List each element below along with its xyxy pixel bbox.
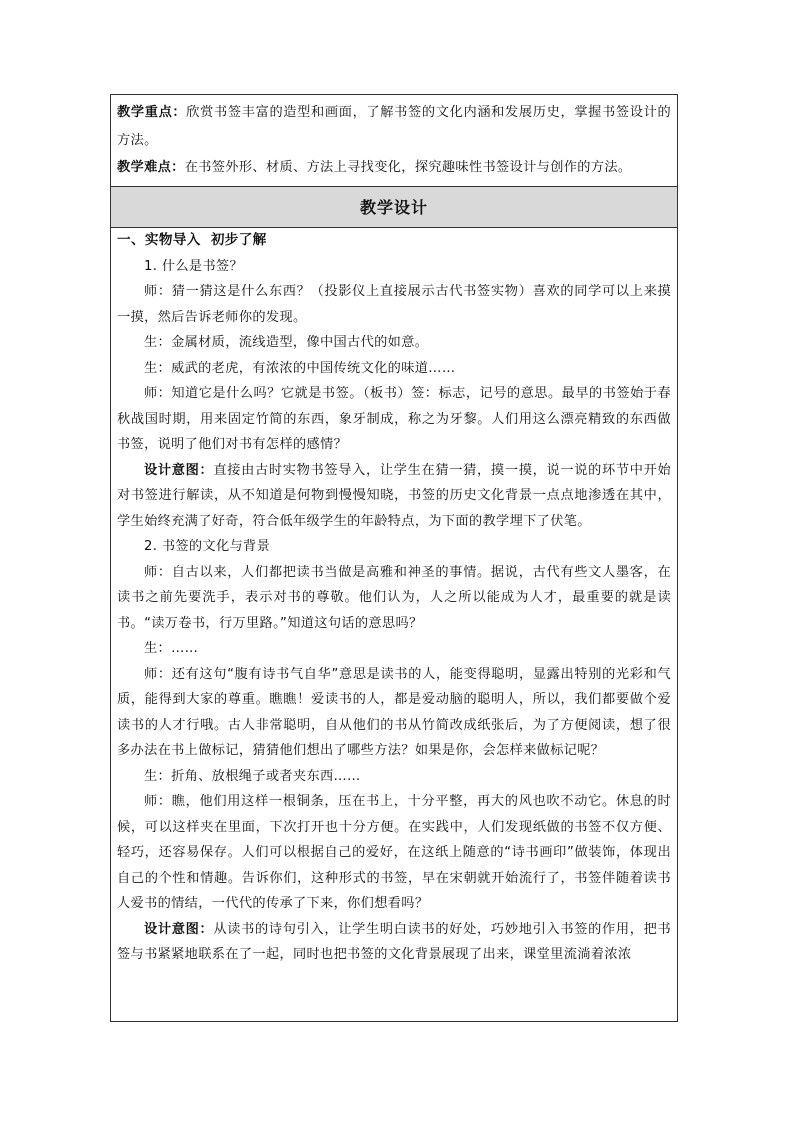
- difficulty-label: 教学难点：: [117, 160, 185, 175]
- design-body-cell: [111, 228, 677, 1021]
- paragraph: 生：……: [144, 641, 199, 656]
- lesson-table: [110, 94, 678, 1022]
- key-point-text: 欣赏书签丰富的造型和画面，了解书签的文化内涵和发展历史，掌握书签设计的方法。: [117, 105, 672, 148]
- design-intent-text: 从读书的诗句引入，让学生明白读书的好处，巧妙地引入书签的作用，把书签与书紧紧地联系在了一起，同时也把书签的文化背景展现了出来，课堂里流淌着浓浓: [117, 921, 672, 962]
- section-header: 教学设计: [111, 187, 677, 228]
- section-heading: 一、实物导入 初步了解: [117, 232, 267, 248]
- design-intent-paragraph: [117, 917, 671, 968]
- design-intent-paragraph: [117, 458, 671, 535]
- paragraph: 师：瞧，他们用这样一根铜条，压在书上，十分平整，再大的风也吹不动它。休息的时候，可以这样夹在里面，下次打开也十分方便。在实践中，人们发现纸做的书签不仅方便、轻巧，还容易保存。人们可以根据自己的爱好，在这纸上随意的“诗书画印”做装饰，体现出自己的个性和情趣。告诉你们，这种形式的书签，早在宋朝就开始流行了，书签伴随着读书人爱书的情结，一代代的传承了下来，你们想看吗？: [117, 794, 671, 911]
- key-point-label: 教学重点：: [117, 105, 187, 120]
- subheading: 2. 书签的文化与背景: [144, 539, 271, 554]
- difficulty-paragraph: [117, 154, 671, 182]
- design-intent-label: 设计意图：: [144, 462, 214, 478]
- paragraph: 生：威武的老虎，有浓浓的中国传统文化的味道……: [144, 360, 456, 376]
- difficulty-text: 在书签外形、材质、方法上寻找变化，探究趣味性书签设计与创作的方法。: [184, 160, 632, 175]
- objectives-cell: [111, 95, 677, 187]
- key-point-paragraph: [117, 99, 671, 154]
- paragraph: 师：知道它是什么吗？它就是书签。（板书）签：标志，记号的意思。最早的书签始于春秋战国时期，用来固定竹简的东西，象牙制成，称之为牙黎。人们用这么漂亮精致的东西做书签，说明了他们对书有怎样的感情？: [117, 386, 671, 452]
- design-intent-label: 设计意图：: [144, 921, 214, 937]
- design-intent-text: 直接由古时实物书签导入，让学生在猜一猜，摸一摸，说一说的环节中开始对书签进行解读，从不知道是何物到慢慢知晓，书签的历史文化背景一点点地渗透在其中，学生始终充满了好奇，符合低年级学生的年龄特点，为下面的教学埋下了伏笔。: [117, 462, 672, 529]
- paragraph: 师：猜一猜这是什么东西？（投影仪上直接展示古代书签实物）喜欢的同学可以上来摸一摸，然后告诉老师你的发现。: [117, 284, 671, 325]
- subheading: 1. 什么是书签？: [144, 258, 244, 274]
- paragraph: 师：还有这句“腹有诗书气自华”意思是读书的人，能变得聪明，显露出特别的光彩和气质，能得到大家的尊重。瞧瞧！爱读书的人，都是爱动脑的聪明人，所以，我们都要做个爱读书的人才行哦。古人非常聪明，自从他们的书从竹简改成纸张后，为了方便阅读，想了很多办法在书上做标记，猜猜他们想出了哪些方法？如果是你，会怎样来做标记呢？: [117, 666, 671, 758]
- paragraph: 生：金属材质，流线造型，像中国古代的如意。: [144, 335, 429, 350]
- paragraph: 师：自古以来，人们都把读书当做是高雅和神圣的事情。据说，古代有些文人墨客，在读书之前先要洗手，表示对书的尊敬。他们认为，人之所以能成为人才，最重要的就是读书。“读万卷书，行万里路。”知道这句话的意思吗？: [117, 564, 671, 631]
- paragraph: 生：折角、放根绳子或者夹东西……: [144, 768, 361, 784]
